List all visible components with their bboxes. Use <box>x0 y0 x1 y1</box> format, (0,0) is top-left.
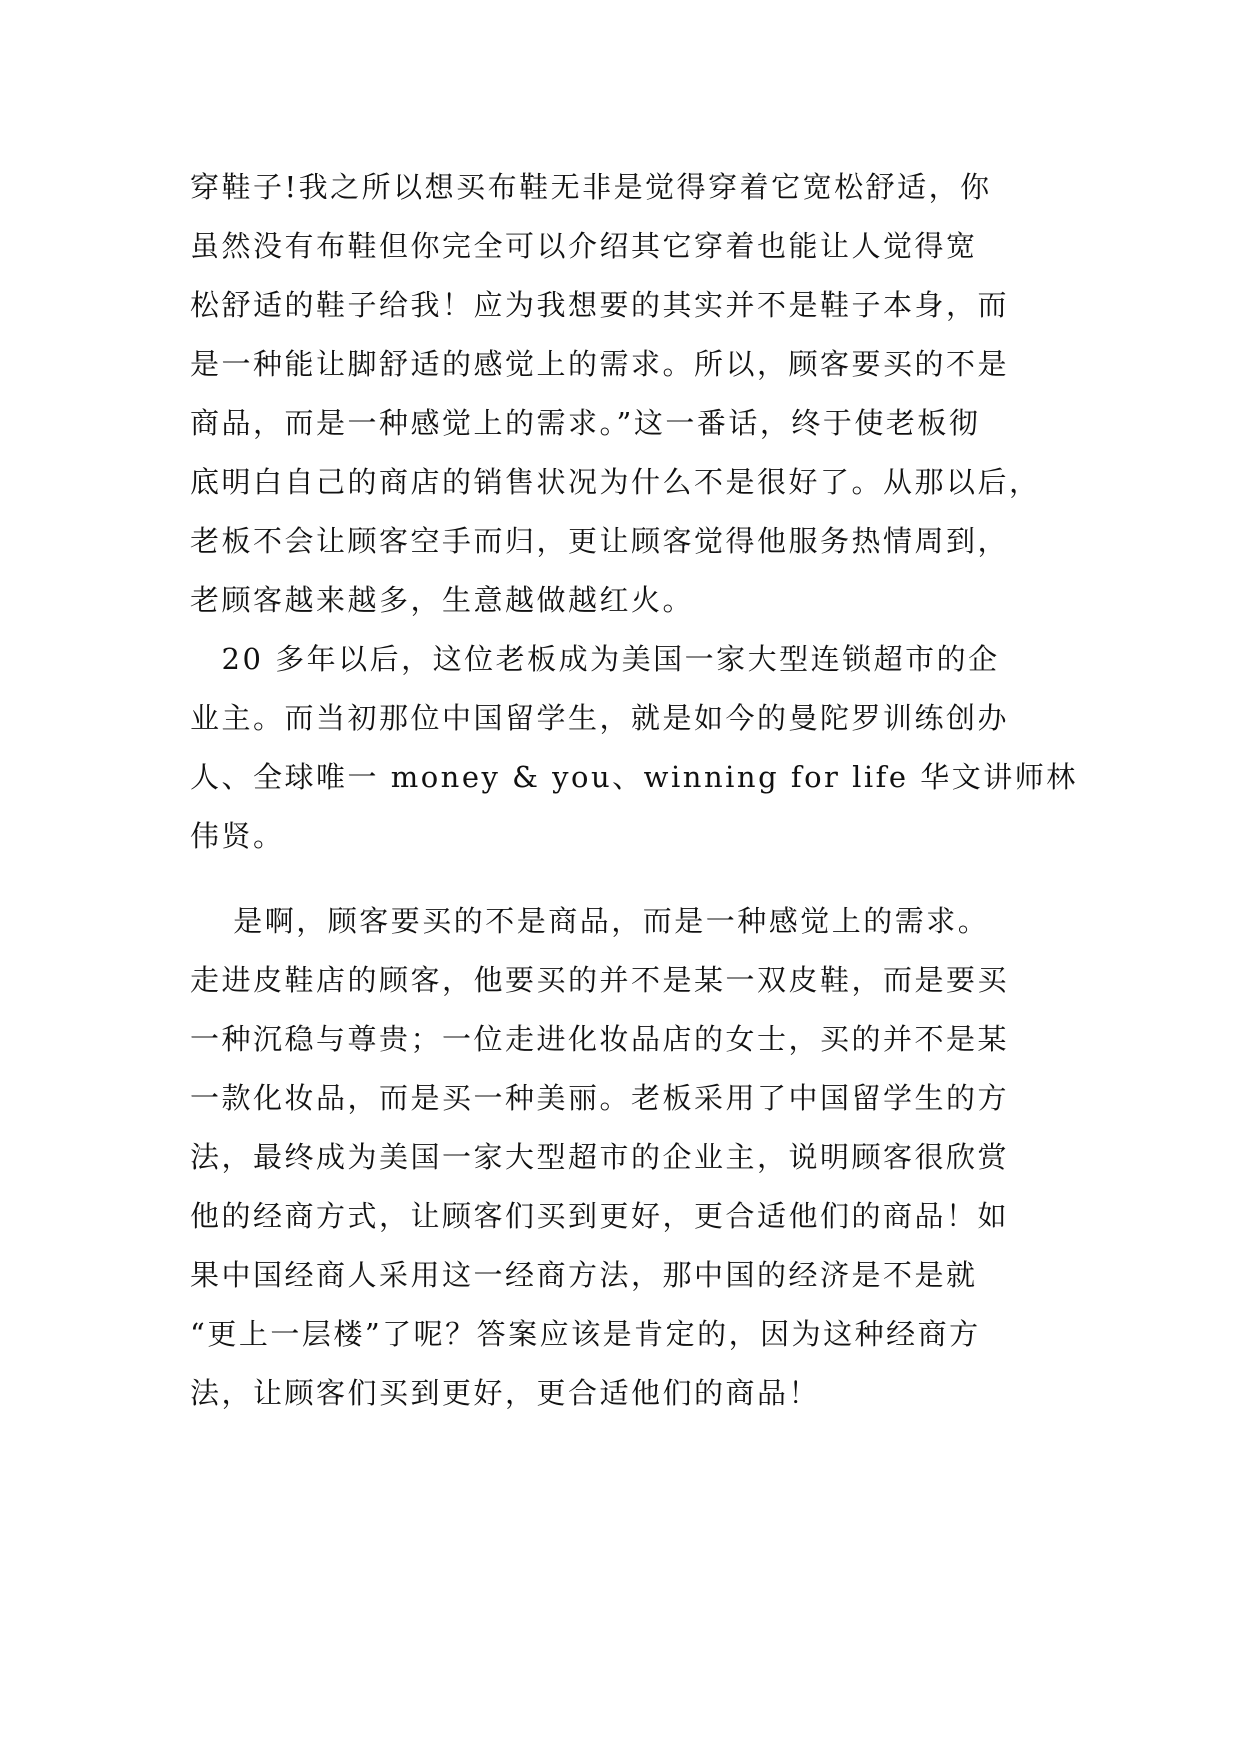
paragraph-1 <box>190 158 1070 630</box>
text-line: 虽然没有布鞋但你完全可以介绍其它穿着也能让人觉得宽 <box>190 229 978 263</box>
text-line: 果中国经商人采用这一经商方法，那中国的经济是不是就 <box>190 1258 978 1292</box>
text-line: 走进皮鞋店的顾客，他要买的并不是某一双皮鞋，而是要买 <box>190 963 1010 997</box>
body-text <box>190 158 1078 1423</box>
text-line: 人、全球唯一 money & you、winning for life 华文讲师林 <box>190 760 1078 794</box>
text-line: 法，最终成为美国一家大型超市的企业主，说明顾客很欣赏 <box>190 1140 1010 1174</box>
text-line: 是啊，顾客要买的不是商品，而是一种感觉上的需求。 <box>190 904 990 938</box>
text-line: 底明白自己的商店的销售状况为什么不是很好了。从那以后， <box>190 465 1041 499</box>
text-line: 穿鞋子!我之所以想买布鞋无非是觉得穿着它宽松舒适，你 <box>190 170 992 204</box>
text-line: 法，让顾客们买到更好，更合适他们的商品！ <box>190 1376 821 1410</box>
text-line: 伟贤。 <box>190 819 285 853</box>
text-line: 商品，而是一种感觉上的需求。”这一番话，终于使老板彻 <box>190 406 981 440</box>
paragraph-gap <box>190 866 1070 892</box>
paragraph-3 <box>190 892 1070 1423</box>
text-line: 他的经商方式，让顾客们买到更好，更合适他们的商品！如 <box>190 1199 1010 1233</box>
text-line: “更上一层楼”了呢？答案应该是肯定的，因为这种经商方 <box>190 1317 981 1351</box>
text-line: 一款化妆品，而是买一种美丽。老板采用了中国留学生的方 <box>190 1081 1010 1115</box>
text-line: 业主。而当初那位中国留学生，就是如今的曼陀罗训练创办 <box>190 701 1010 735</box>
text-line: 老板不会让顾客空手而归，更让顾客觉得他服务热情周到， <box>190 524 1010 558</box>
paragraph-2 <box>190 630 1078 866</box>
text-line: 20 多年以后，这位老板成为美国一家大型连锁超市的企 <box>190 642 1000 676</box>
text-line: 是一种能让脚舒适的感觉上的需求。所以，顾客要买的不是 <box>190 347 1010 381</box>
text-line: 老顾客越来越多，生意越做越红火。 <box>190 583 695 617</box>
text-line: 松舒适的鞋子给我！应为我想要的其实并不是鞋子本身，而 <box>190 288 1010 322</box>
text-line: 一种沉稳与尊贵；一位走进化妆品店的女士，买的并不是某 <box>190 1022 1010 1056</box>
